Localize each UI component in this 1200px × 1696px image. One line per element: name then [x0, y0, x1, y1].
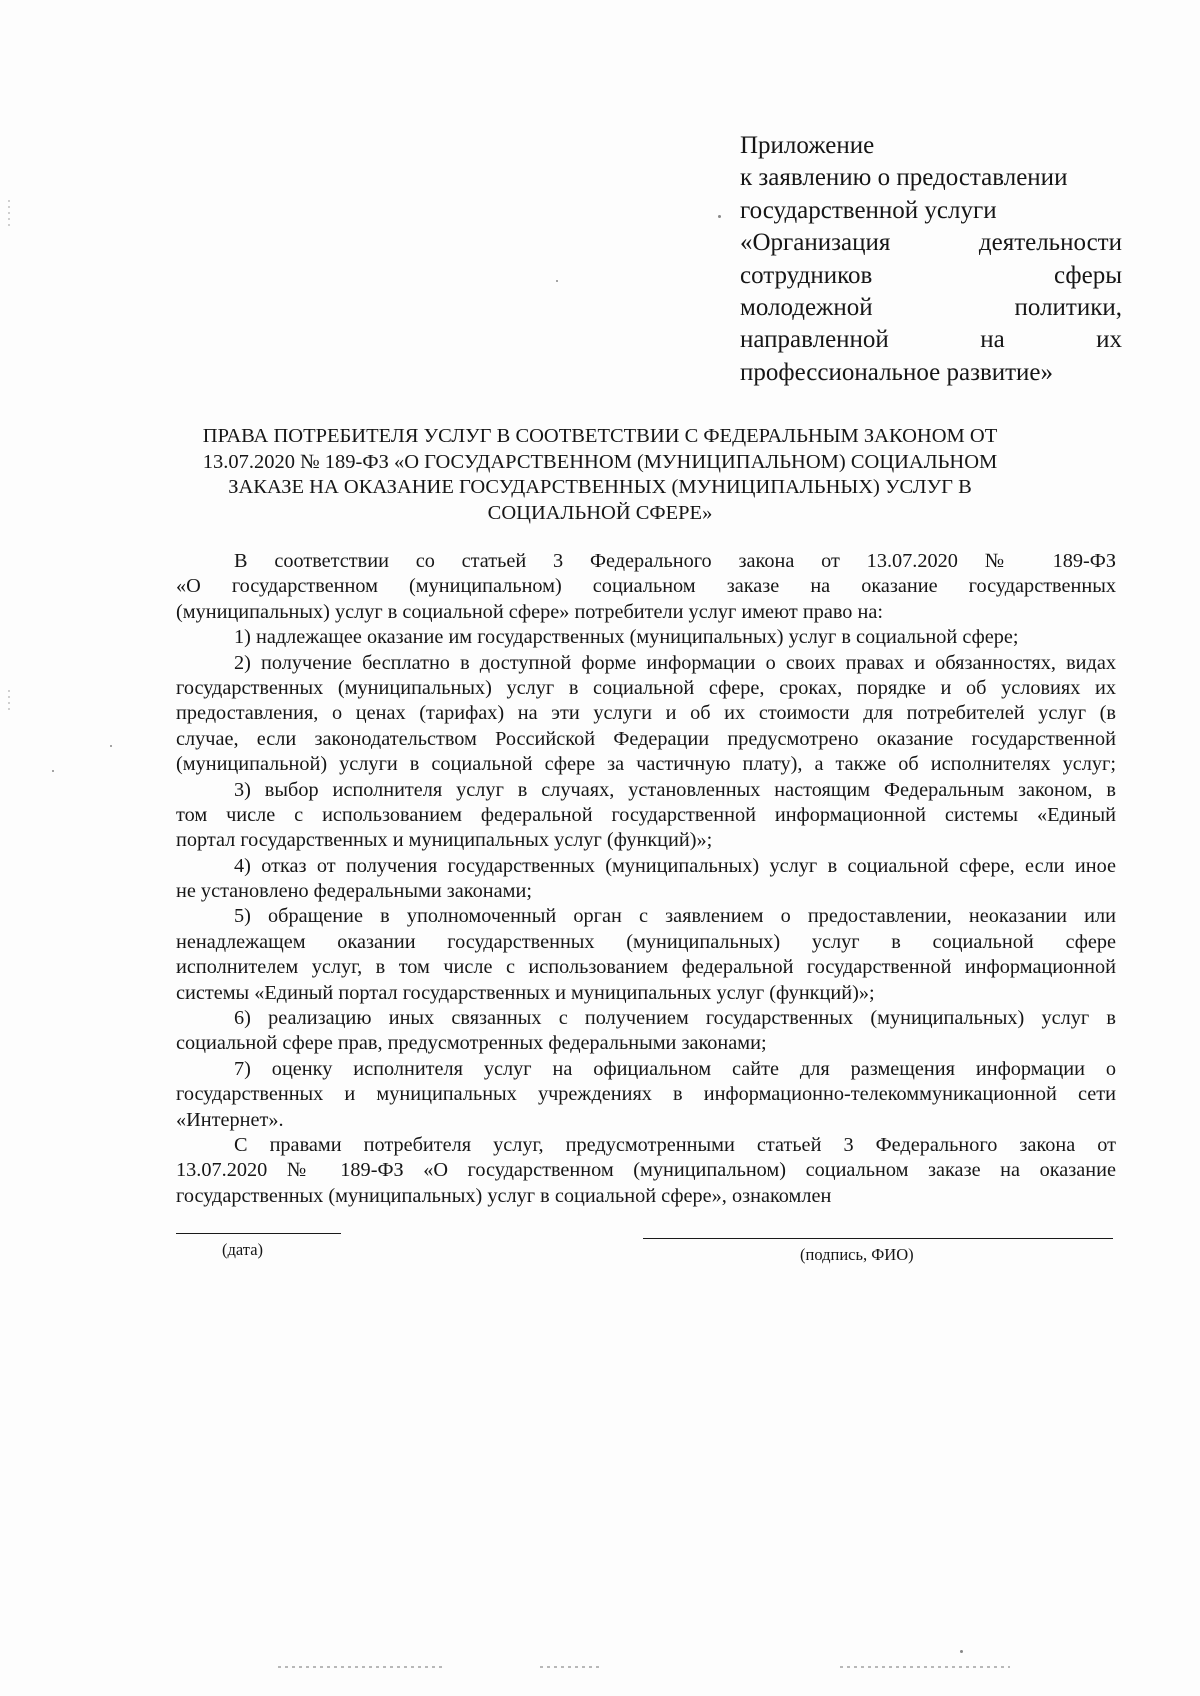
body-line: 3) выбор исполнителя услуг в случаях, установленных настоящим Федеральным законом, в [234, 778, 1116, 801]
body-line: «О государственном (муниципальном) социальном заказе на оказание государственных [176, 575, 1116, 598]
appendix-word: сферы [1054, 261, 1122, 289]
body-line: социальной сфере прав, предусмотренных федеральными законами; [176, 1032, 767, 1055]
scan-speck [110, 745, 112, 747]
body-line: государственных (муниципальных) услуг в социальной сфере», ознакомлен [176, 1184, 832, 1207]
title-line: 13.07.2020 № 189-ФЗ «О ГОСУДАРСТВЕННОМ (МУНИЦИПАЛЬНОМ) СОЦИАЛЬНОМ [202, 450, 998, 473]
name-signature-line [643, 1238, 1113, 1239]
body-line: С правами потребителя услуг, предусмотренными статьей 3 Федерального закона от [234, 1133, 1116, 1156]
title-line: СОЦИАЛЬНОЙ СФЕРЕ» [487, 501, 713, 524]
appendix-line: государственной услуги [740, 196, 997, 224]
body-line: портал государственных и муниципальных услуг (функций)»; [176, 829, 713, 852]
scan-speck [960, 1650, 963, 1653]
body-line: (муниципальной) услуги в социальной сфере за частичную плату), а также об исполнителях услуг; [176, 753, 1116, 776]
signature-caption: (подпись, ФИО) [800, 1245, 914, 1264]
body-line: (муниципальных) услуг в социальной сфере» потребители услуг имеют право на: [176, 600, 883, 623]
body-line: предоставления, о ценах (тарифах) на эти услуги и об их стоимости для потребителей услуг (в [176, 702, 1116, 725]
appendix-line [740, 227, 1122, 259]
body-line: случае, если законодательством Российской Федерации предусмотрено оказание государственной [176, 727, 1116, 750]
appendix-line: Приложение [740, 132, 875, 159]
appendix-line [740, 292, 1122, 324]
scan-artifact [8, 690, 10, 714]
appendix-line [740, 324, 1122, 356]
body-line: 1) надлежащее оказание им государственных (муниципальных) услуг в социальной сфере; [234, 626, 1019, 649]
title-line: ПРАВА ПОТРЕБИТЕЛЯ УСЛУГ В СООТВЕТСТВИИ С ФЕДЕРАЛЬНЫМ ЗАКОНОМ ОТ [202, 425, 998, 447]
appendix-word: деятельности [978, 229, 1122, 257]
date-signature-line [176, 1233, 341, 1234]
appendix-block [740, 130, 1122, 389]
body-line: 7) оценку исполнителя услуг на официальном сайте для размещения информации о [234, 1057, 1116, 1080]
appendix-word: их [1096, 326, 1122, 354]
body-line: 2) получение бесплатно в доступной форме информации о своих правах и обязанностях, видах [234, 651, 1116, 674]
body-line: 4) отказ от получения государственных (муниципальных) услуг в социальной сфере, если иное [234, 854, 1116, 877]
document-body [176, 549, 1116, 1209]
appendix-word: политики, [1014, 294, 1122, 322]
appendix-word: сотрудников [740, 261, 873, 289]
date-caption: (дата) [222, 1240, 264, 1259]
document-title [150, 424, 1050, 526]
body-line: «Интернет». [176, 1108, 284, 1131]
scan-speck [556, 280, 558, 282]
body-line: государственных и муниципальных учреждениях в информационно-телекоммуникационной сети [176, 1083, 1116, 1106]
scan-artifact [540, 1666, 600, 1668]
appendix-line: профессиональное развитие» [740, 358, 1054, 386]
appendix-word: «Организация [740, 229, 891, 257]
body-line: системы «Единый портал государственных и муниципальных услуг (функций)»; [176, 981, 875, 1004]
scan-artifact [8, 200, 10, 230]
appendix-line [740, 260, 1122, 292]
body-line: государственных (муниципальных) услуг в социальной сфере, сроках, порядке и об условиях их [176, 676, 1116, 699]
scan-artifact [840, 1666, 1010, 1668]
scan-artifact [278, 1666, 443, 1668]
scan-speck [52, 770, 54, 772]
body-line: 13.07.2020 № 189-ФЗ «О государственном (муниципальном) социальном заказе на оказание [176, 1159, 1116, 1182]
body-line: 5) обращение в уполномоченный орган с заявлением о предоставлении, неоказании или [234, 905, 1116, 928]
appendix-word: на [980, 326, 1005, 354]
body-line: ненадлежащем оказании государственных (муниципальных) услуг в социальной сфере [176, 930, 1116, 953]
body-line: В соответствии со статьей 3 Федерального закона от 13.07.2020 № 189-ФЗ [234, 550, 1116, 572]
body-line: том числе с использованием федеральной государственной информационной системы «Единый [176, 803, 1116, 826]
scan-speck [718, 215, 721, 218]
appendix-line: к заявлению о предоставлении [740, 164, 1068, 192]
appendix-word: молодежной [740, 294, 873, 322]
body-line: 6) реализацию иных связанных с получением государственных (муниципальных) услуг в [234, 1007, 1116, 1030]
body-line: не установлено федеральными законами; [176, 880, 532, 903]
appendix-word: направленной [740, 326, 889, 354]
body-line: исполнителем услуг, в том числе с использованием федеральной государственной информационной [176, 956, 1116, 979]
title-line: ЗАКАЗЕ НА ОКАЗАНИЕ ГОСУДАРСТВЕННЫХ (МУНИЦИПАЛЬНЫХ) УСЛУГ В [228, 476, 972, 498]
